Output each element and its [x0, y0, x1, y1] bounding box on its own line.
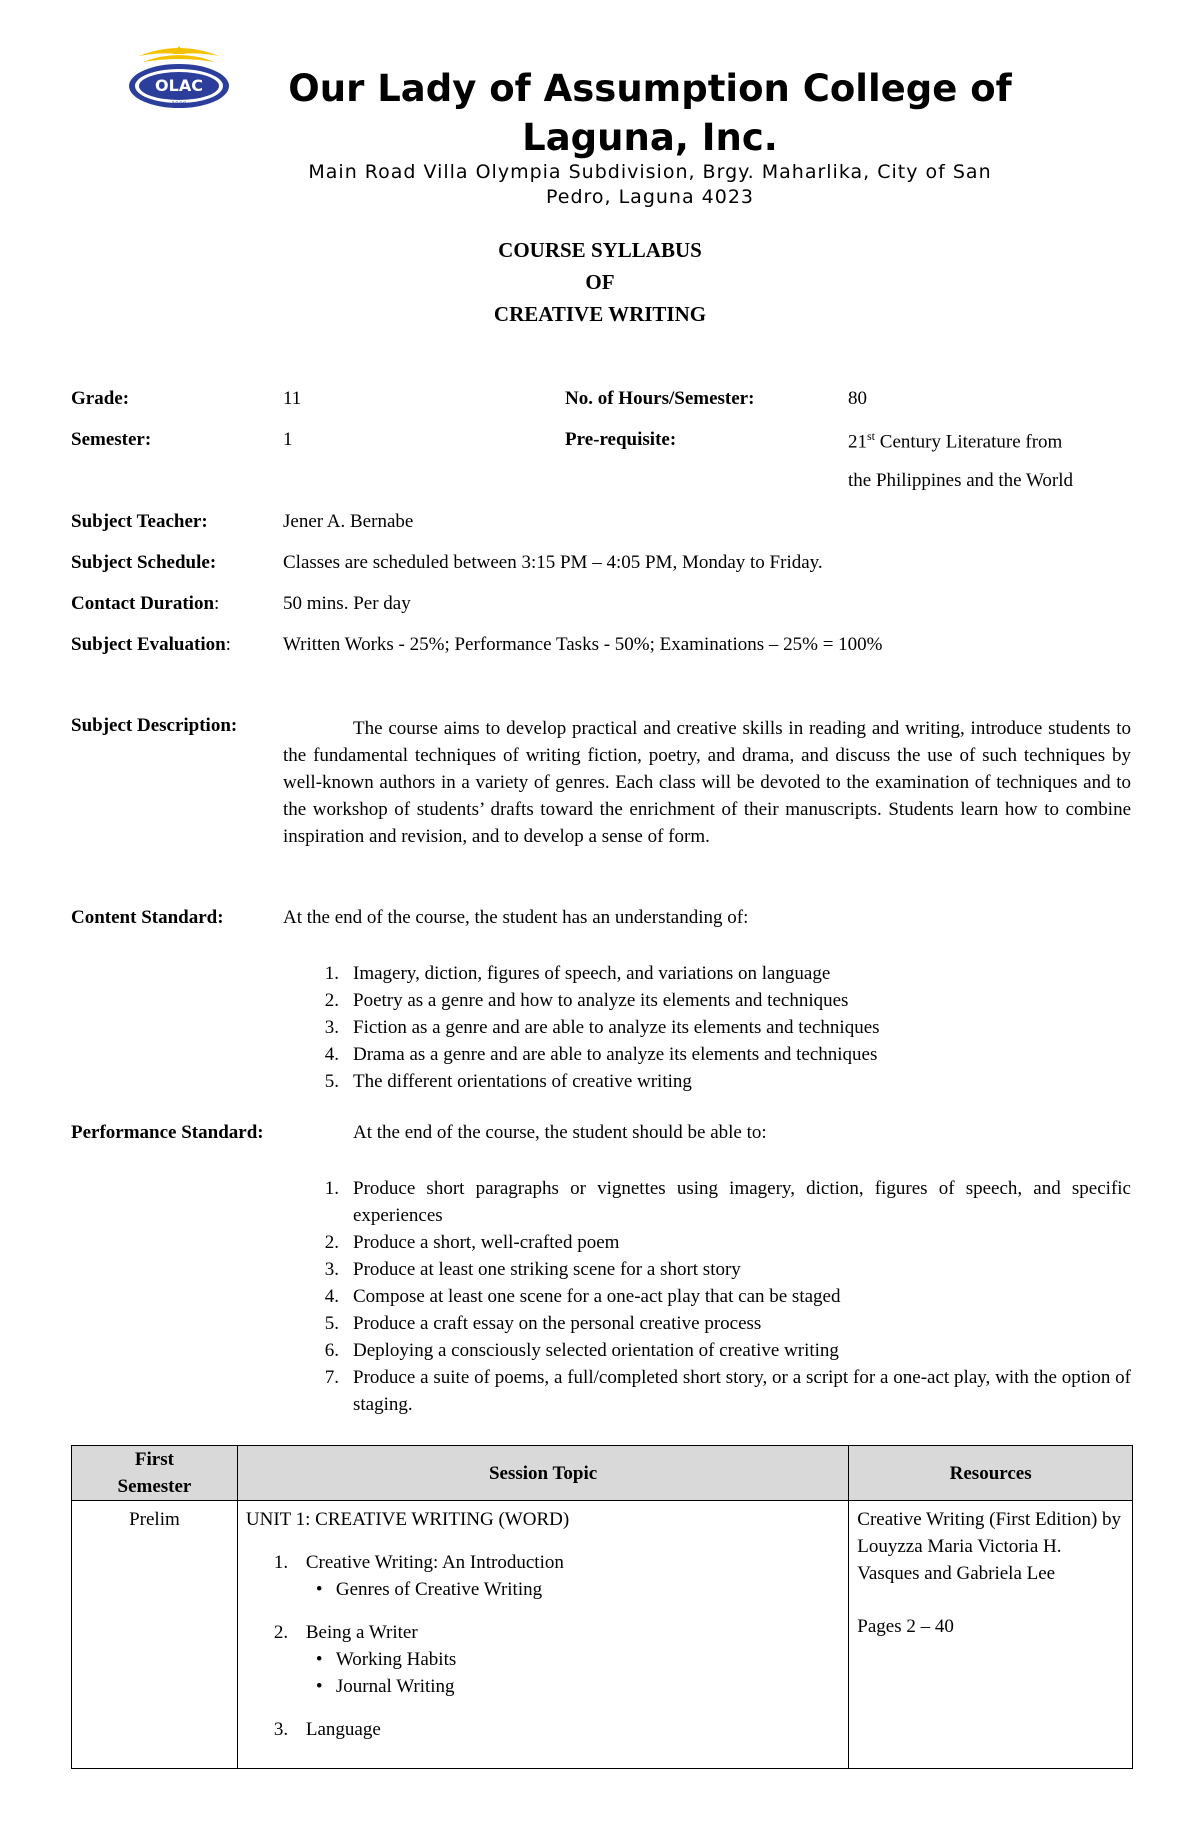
- semester-label: Semester:: [71, 429, 152, 450]
- grade-label: Grade:: [71, 388, 130, 409]
- session-topic-title: [246, 1716, 840, 1743]
- list-item: [317, 1014, 1037, 1041]
- session-topic-title: [246, 1619, 840, 1646]
- subtopic-item: • Working Habits: [316, 1646, 840, 1673]
- list-item-text: Deploying a consciously selected orientation of creative writing: [353, 1340, 839, 1361]
- school-name: [240, 64, 1060, 162]
- list-item-number: 5.: [324, 1071, 339, 1092]
- list-item-text: Compose at least one scene for a one-act play that can be staged: [353, 1286, 841, 1307]
- topic-cell: [237, 1501, 848, 1769]
- list-item: [317, 960, 1037, 987]
- table-row: [72, 1501, 1133, 1769]
- description-label: Subject Description:: [71, 715, 238, 736]
- list-item-text: Produce a short, well-crafted poem: [353, 1232, 620, 1253]
- address-line1: Main Road Villa Olympia Subdivision, Brgy. Maharlika, City of San: [308, 161, 992, 183]
- duration-colon: :: [214, 593, 220, 614]
- list-item-text: The different orientations of creative writing: [353, 1071, 692, 1092]
- session-topic-text: Being a Writer: [305, 1622, 418, 1643]
- evaluation-label: [71, 634, 231, 656]
- prerequisite-value-pre: 21: [848, 431, 867, 453]
- list-item: [317, 1175, 1131, 1229]
- session-table: [71, 1445, 1133, 1769]
- school-name-line1: Our Lady of Assumption College of: [288, 67, 1012, 110]
- session-topic-number: 1.: [273, 1552, 289, 1573]
- evaluation-value: Written Works - 25%; Performance Tasks - 50%; Examinations – 25% = 100%: [283, 634, 883, 655]
- content-standard-label: Content Standard:: [71, 907, 224, 928]
- resources-text: Creative Writing (First Edition) by Louyzza Maria Victoria H. Vasques and Gabriela Lee: [857, 1509, 1122, 1584]
- session-topic: [246, 1716, 840, 1743]
- list-item: [317, 1068, 1037, 1095]
- duration-label: [71, 593, 219, 615]
- list-item-number: 4.: [324, 1286, 339, 1307]
- session-topic-number: 3.: [273, 1719, 289, 1740]
- resources-cell: [849, 1501, 1133, 1769]
- unit-title: UNIT 1: CREATIVE WRITING (WORD): [245, 1509, 570, 1530]
- logo-text: OLAC: [155, 76, 203, 95]
- list-item-number: 7.: [324, 1367, 339, 1388]
- content-standard-intro: At the end of the course, the student has an understanding of:: [283, 907, 749, 928]
- teacher-value: Jener A. Bernabe: [283, 511, 414, 532]
- school-logo: [125, 42, 233, 110]
- list-item: [317, 987, 1037, 1014]
- evaluation-label-text: Subject Evaluation: [71, 634, 226, 655]
- period-cell: Prelim: [72, 1501, 238, 1769]
- session-topic-number: 2.: [273, 1622, 289, 1643]
- school-address: [240, 160, 1060, 210]
- schedule-value: Classes are scheduled between 3:15 PM – 4:05 PM, Monday to Friday.: [283, 552, 823, 573]
- hours-label: No. of Hours/Semester:: [565, 388, 755, 409]
- hours-value: 80: [848, 388, 867, 409]
- list-item-number: 1.: [324, 1178, 339, 1199]
- grade-value: 11: [283, 388, 302, 409]
- list-item: [317, 1041, 1037, 1068]
- performance-standard-label: Performance Standard:: [71, 1122, 264, 1143]
- title-line3: CREATIVE WRITING: [493, 302, 707, 326]
- topic-list: [246, 1549, 840, 1743]
- list-item-number: 6.: [324, 1340, 339, 1361]
- session-topic: [246, 1549, 840, 1603]
- duration-value: 50 mins. Per day: [283, 593, 411, 614]
- session-topic-title: [246, 1549, 840, 1576]
- list-item: [317, 1364, 1131, 1418]
- prerequisite-value-post: Century Literature from: [875, 431, 1063, 453]
- title-line2: OF: [585, 270, 615, 294]
- list-item: [317, 1229, 1131, 1256]
- topic-column-header: Session Topic: [237, 1446, 848, 1501]
- logo-year: 1989: [171, 101, 187, 108]
- list-item: [317, 1310, 1131, 1337]
- list-item: [317, 1283, 1131, 1310]
- semester-header-line2: Semester: [117, 1476, 192, 1497]
- subtopic-item: • Journal Writing: [316, 1673, 840, 1700]
- resources-pages: Pages 2 – 40: [857, 1616, 954, 1637]
- semester-column-header: [72, 1446, 238, 1501]
- list-item-number: 2.: [324, 1232, 339, 1253]
- list-item-number: 3.: [324, 1017, 339, 1038]
- semester-header-line1: First: [134, 1449, 174, 1470]
- list-item-text: Drama as a genre and are able to analyze its elements and techniques: [353, 1044, 878, 1065]
- list-item: [317, 1256, 1131, 1283]
- session-topic: [246, 1619, 840, 1700]
- list-item-number: 5.: [324, 1313, 339, 1334]
- list-item-text: Produce a suite of poems, a full/completed short story, or a script for a one-act play, with the option of staging.: [353, 1367, 1131, 1415]
- list-item-text: Imagery, diction, figures of speech, and variations on language: [353, 963, 831, 984]
- list-item-text: Produce at least one striking scene for a short story: [353, 1259, 741, 1280]
- list-item-text: Poetry as a genre and how to analyze its elements and techniques: [353, 990, 849, 1011]
- list-item-text: Fiction as a genre and are able to analyze its elements and techniques: [353, 1017, 880, 1038]
- session-topic-text: Creative Writing: An Introduction: [305, 1552, 564, 1573]
- description-text: The course aims to develop practical and creative skills in reading and writing, introduce students to the fundamental techniques of writing fiction, poetry, and drama, and discuss the use of such techniques by well-known authors in a variety of genres. Each class will be devoted to the examination of techniques and to the workshop of students’ drafts toward the enrichment of their manuscripts. Students learn how to combine inspiration and revision, and to develop a sense of form.: [283, 718, 1131, 847]
- address-line2: Pedro, Laguna 4023: [545, 186, 755, 208]
- list-item-number: 4.: [324, 1044, 339, 1065]
- document-title: [0, 234, 1200, 330]
- subtopic-list: [246, 1646, 840, 1700]
- performance-standard-list: [317, 1175, 1131, 1418]
- prerequisite-value-line2: the Philippines and the World: [848, 470, 1074, 491]
- list-item-number: 3.: [324, 1259, 339, 1280]
- prerequisite-label: Pre-requisite:: [565, 429, 677, 450]
- resources-column-header: Resources: [849, 1446, 1133, 1501]
- list-item: [317, 1337, 1131, 1364]
- list-item-number: 1.: [324, 963, 339, 984]
- duration-label-text: Contact Duration: [71, 593, 215, 614]
- prerequisite-value-sup: st: [867, 429, 876, 443]
- performance-standard-intro: At the end of the course, the student should be able to:: [353, 1122, 767, 1143]
- content-standard-list: [317, 960, 1037, 1095]
- list-item-text: Produce short paragraphs or vignettes using imagery, diction, figures of speech, and specific experiences: [353, 1178, 1131, 1226]
- table-header-row: [72, 1446, 1133, 1501]
- subtopic-item: • Genres of Creative Writing: [316, 1576, 840, 1603]
- session-topic-text: Language: [305, 1719, 381, 1740]
- subtopic-list: [246, 1576, 840, 1603]
- semester-value: 1: [283, 429, 293, 450]
- evaluation-colon: :: [225, 634, 231, 655]
- list-item-text: Produce a craft essay on the personal creative process: [353, 1313, 762, 1334]
- prerequisite-value: [848, 429, 1062, 453]
- teacher-label: Subject Teacher:: [71, 511, 208, 532]
- schedule-label: Subject Schedule:: [71, 552, 217, 573]
- list-item-number: 2.: [324, 990, 339, 1011]
- title-line1: COURSE SYLLABUS: [498, 238, 702, 262]
- school-name-line2: Laguna, Inc.: [522, 116, 778, 159]
